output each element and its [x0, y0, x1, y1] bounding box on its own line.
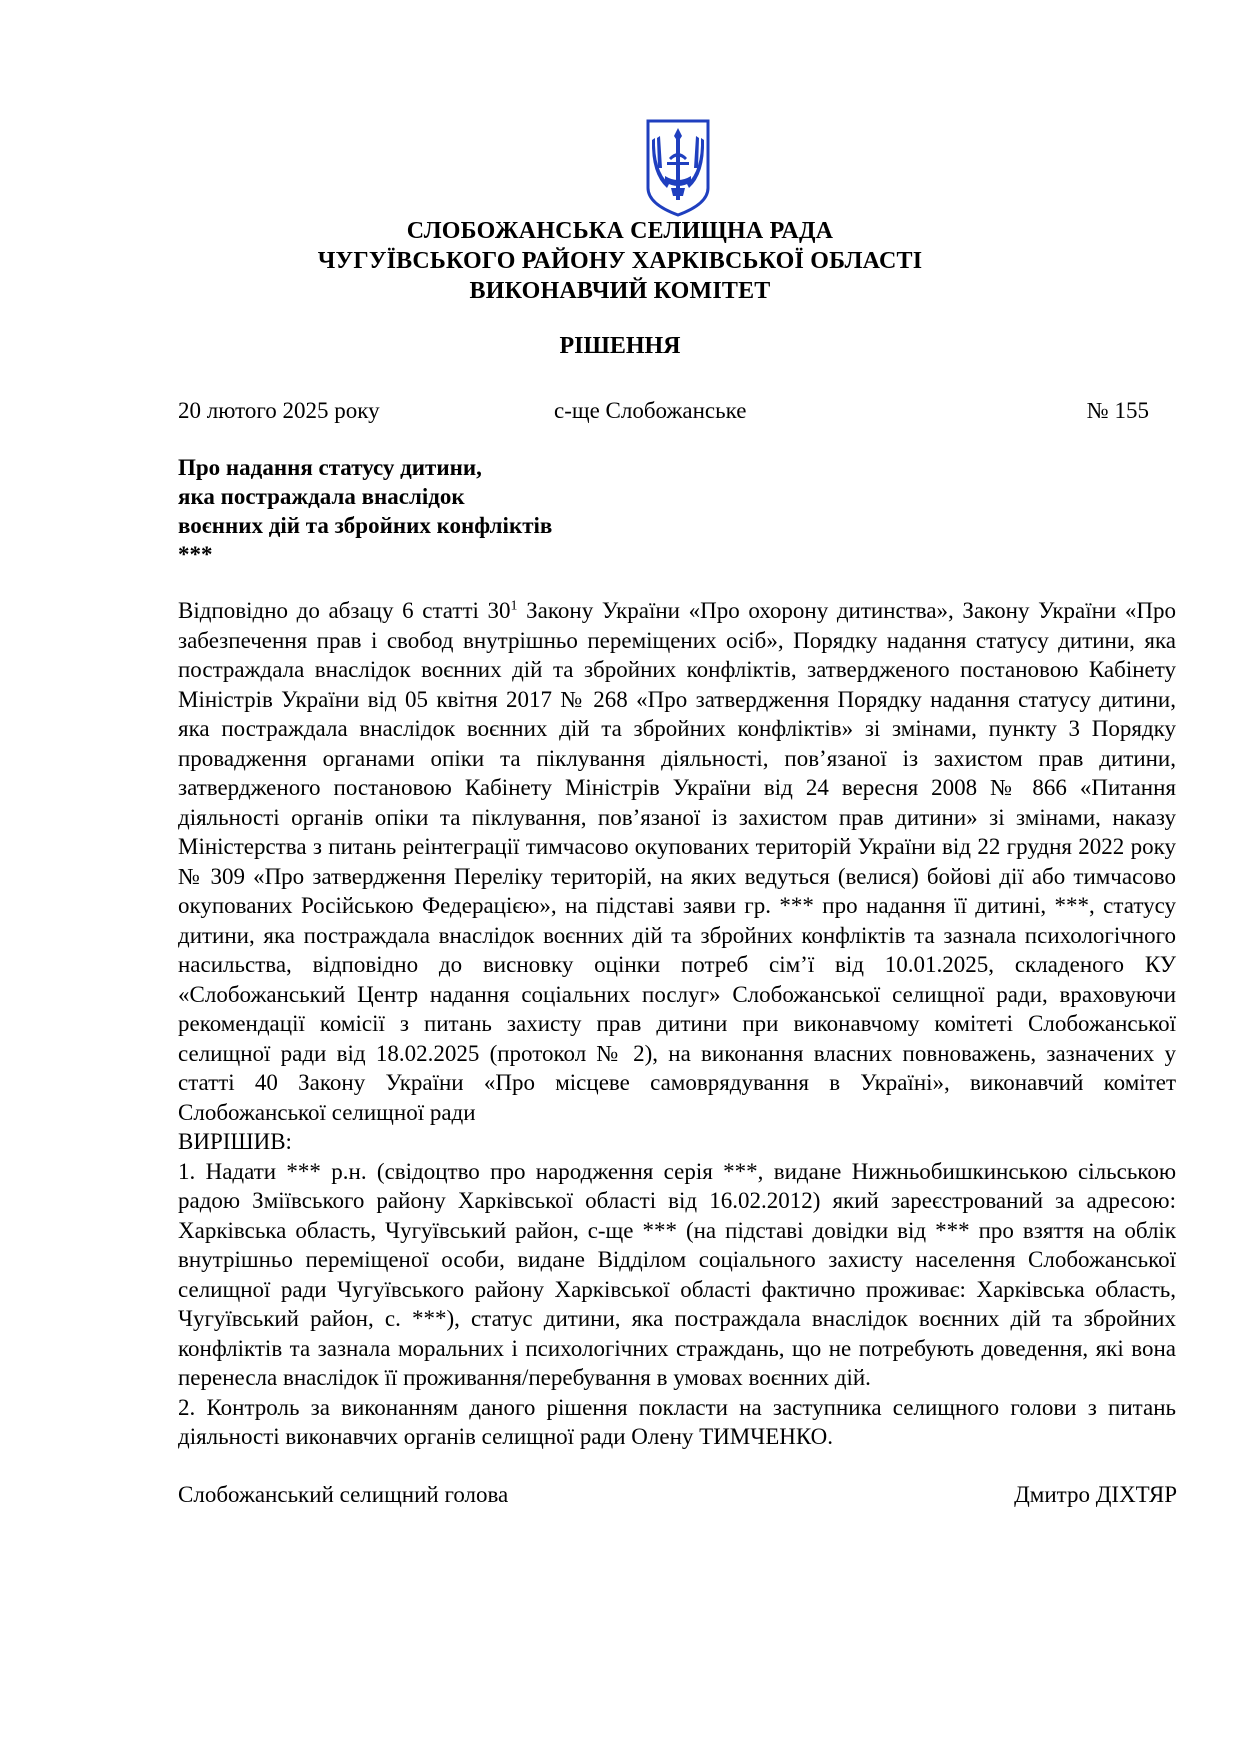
- subject-line: яка постраждала внаслідок: [178, 484, 465, 509]
- subject-line: Про надання статусу дитини,: [178, 455, 482, 480]
- document-place: с-ще Слобожанське: [554, 398, 747, 423]
- subject-line: воєнних дій та збройних конфліктів: [178, 513, 553, 538]
- council-name: СЛОБОЖАНСЬКА СЕЛИЩНА РАДА: [406, 218, 834, 244]
- signatory-position: Слобожанський селищний голова: [178, 1482, 509, 1507]
- executive-committee-name: ВИКОНАВЧИЙ КОМІТЕТ: [469, 278, 771, 304]
- document-type-title: РІШЕННЯ: [559, 333, 681, 359]
- ukraine-trident-emblem-icon: [645, 118, 711, 218]
- preamble-paragraph: [178, 596, 1176, 1127]
- signatory-name: Дмитро ДІХТЯР: [1014, 1482, 1177, 1507]
- document-subject: [178, 453, 798, 569]
- document-date: 20 лютого 2025 року: [178, 398, 380, 423]
- district-region-name: ЧУГУЇВСЬКОГО РАЙОНУ ХАРКІВСЬКОЇ ОБЛАСТІ: [317, 248, 923, 274]
- subject-line: ***: [178, 542, 213, 567]
- decision-item-1: 1. Надати *** р.н. (свідоцтво про народження серія ***, видане Нижньобишкинською сільською радою Зміївського району Харківської області від 16.02.2012) який зареєстрований за адресою: Харківська область, Чугуївський район, с-ще *** (на підставі довідки від *** про взяття на облік внутрішньо переміщеної особи, видане Відділом соціального захисту населення Слобожанської селищної ради Чугуївського району Харківської області фактично проживає: Харківська область, Чугуївський район, с. ***), статус дитини, яка постраждала внаслідок воєнних дій та збройних конфліктів та зазнала моральних і психологічних страждань, що не потребують доведення, які вона перенесла внаслідок її проживання/перебування в умовах воєнних дій.: [178, 1158, 1176, 1390]
- preamble-text-continued: Закону України «Про охорону дитинства», Закону України «Про забезпечення прав і свобод внутрішньо переміщених осіб», Порядку надання статусу дитини, яка постраждала внаслідок воєнних дій та збройних конфліктів, затвердженого постановою Кабінету Міністрів України від 05 квітня 2017 № 268 «Про затвердження Порядку надання статусу дитини, яка постраждала внаслідок воєнних дій та збройних конфліктів» зі змінами, пункту 3 Порядку провадження органами опіки та піклування діяльності, пов’язаної із захистом прав дитини, затвердженого постановою Кабінету Міністрів України від 24 вересня 2008 № 866 «Питання діяльності органів опіки та піклування, пов’язаної із захистом прав дитини» зі змінами, наказу Міністерства з питань реінтеграції тимчасово окупованих територій України від 22 грудня 2022 року № 309 «Про затвердження Переліку територій, на яких ведуться (велися) бойові дії або тимчасово окупованих Російською Федерацією», на підставі заяви гр. *** про надання її дитині, ***, статусу дитини, яка постраждала внаслідок воєнних дій та збройних конфліктів та зазнала психологічного насильства, відповідно до висновку оцінки потреб сім’ї від 10.01.2025, складеного КУ «Слобожанський Центр надання соціальних послуг» Слобожанської селищної ради, враховуючи рекомендації комісії з питань захисту прав дитини при виконавчому комітеті Слобожанської селищної ради від 18.02.2025 (протокол № 2), на виконання власних повноважень, зазначених у статті 40 Закону України «Про місцеве самоврядування в Україні», виконавчий комітет Слобожанської селищної ради: [178, 598, 1176, 1125]
- preamble-text: Відповідно до абзацу 6 статті 30: [178, 598, 511, 623]
- document-body: [178, 596, 1176, 1452]
- article-superscript: 1: [510, 598, 518, 614]
- document-meta-row: [178, 398, 1178, 428]
- document-number: № 155: [1086, 398, 1149, 423]
- decision-item-2: 2. Контроль за виконанням даного рішення покласти на заступника селищного голови з питань діяльності виконавчих органів селищної ради Олену ТИМЧЕНКО.: [178, 1394, 1176, 1449]
- resolved-heading: ВИРІШИВ:: [178, 1129, 292, 1154]
